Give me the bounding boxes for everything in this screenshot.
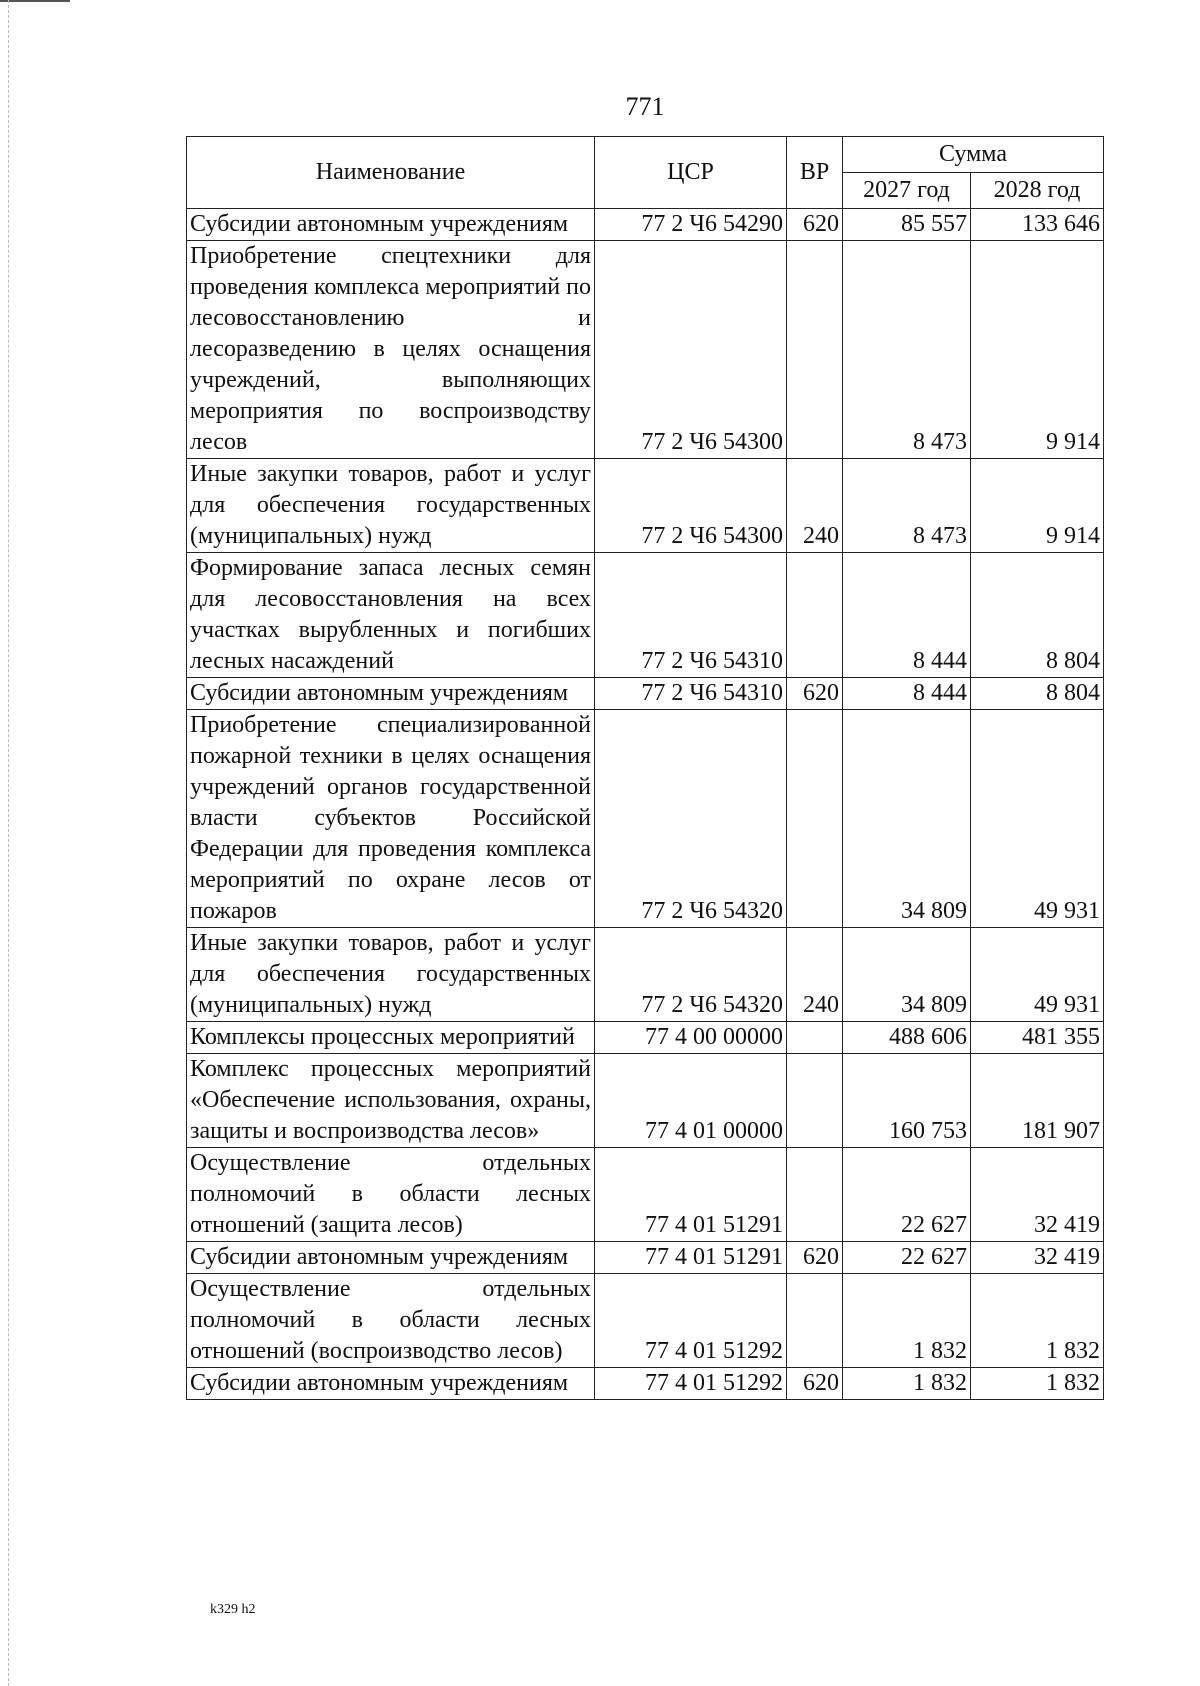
row-csr: 77 2 Ч6 54300 [595, 241, 787, 459]
row-sum-2028: 1 832 [971, 1368, 1104, 1400]
row-sum-2027: 34 809 [843, 928, 971, 1022]
row-vr: 620 [787, 209, 843, 241]
row-csr: 77 2 Ч6 54310 [595, 553, 787, 678]
row-sum-2028: 8 804 [971, 678, 1104, 710]
row-csr: 77 2 Ч6 54320 [595, 928, 787, 1022]
row-sum-2027: 22 627 [843, 1148, 971, 1242]
row-csr: 77 2 Ч6 54310 [595, 678, 787, 710]
row-sum-2027: 34 809 [843, 710, 971, 928]
row-vr: 240 [787, 459, 843, 553]
row-vr [787, 1148, 843, 1242]
row-sum-2028: 49 931 [971, 928, 1104, 1022]
header-csr: ЦСР [595, 137, 787, 209]
row-name: Приобретение специализированной пожарной техники в целях оснащения учреждений органов государственной власти субъектов Российской Федерации для проведения комплекса мероприятий по охране лесов от пожаров [187, 710, 595, 928]
row-vr: 620 [787, 1368, 843, 1400]
scan-mark [0, 0, 70, 2]
row-sum-2028: 1 832 [971, 1274, 1104, 1368]
row-vr [787, 1022, 843, 1054]
table-row [187, 1022, 1104, 1054]
row-name: Формирование запаса лесных семян для лесовосстановления на всех участках вырубленных и погибших лесных насаждений [187, 553, 595, 678]
table-row [187, 553, 1104, 678]
table-body [187, 209, 1104, 1400]
table-row [187, 1368, 1104, 1400]
row-sum-2028: 133 646 [971, 209, 1104, 241]
table-row [187, 459, 1104, 553]
page-number: 771 [625, 92, 665, 121]
row-csr: 77 4 01 51292 [595, 1368, 787, 1400]
row-name: Субсидии автономным учреждениям [187, 209, 595, 241]
header-year-2027: 2027 год [843, 173, 971, 209]
table-row [187, 241, 1104, 459]
row-vr [787, 1054, 843, 1148]
row-name: Приобретение спецтехники для проведения комплекса мероприятий по лесовосстановлению и лесоразведению в целях оснащения учреждений, выполняющих мероприятия по воспроизводству лесов [187, 241, 595, 459]
row-sum-2027: 8 444 [843, 553, 971, 678]
row-sum-2027: 85 557 [843, 209, 971, 241]
row-sum-2028: 9 914 [971, 459, 1104, 553]
row-name: Субсидии автономным учреждениям [187, 1242, 595, 1274]
row-vr [787, 241, 843, 459]
row-sum-2028: 32 419 [971, 1242, 1104, 1274]
row-name: Осуществление отдельных полномочий в области лесных отношений (защита лесов) [187, 1148, 595, 1242]
row-sum-2027: 1 832 [843, 1368, 971, 1400]
budget-table [186, 136, 1104, 1400]
row-name: Комплекс процессных мероприятий «Обеспечение использования, охраны, защиты и воспроизводства лесов» [187, 1054, 595, 1148]
row-sum-2028: 32 419 [971, 1148, 1104, 1242]
row-sum-2027: 488 606 [843, 1022, 971, 1054]
header-vr: ВР [787, 137, 843, 209]
header-sum: Сумма [843, 137, 1104, 173]
header-year-2028: 2028 год [971, 173, 1104, 209]
row-vr [787, 1274, 843, 1368]
row-sum-2027: 1 832 [843, 1274, 971, 1368]
row-csr: 77 2 Ч6 54300 [595, 459, 787, 553]
row-name: Осуществление отдельных полномочий в области лесных отношений (воспроизводство лесов) [187, 1274, 595, 1368]
row-sum-2028: 181 907 [971, 1054, 1104, 1148]
table-row [187, 1242, 1104, 1274]
row-name: Субсидии автономным учреждениям [187, 1368, 595, 1400]
row-vr: 620 [787, 1242, 843, 1274]
row-sum-2028: 481 355 [971, 1022, 1104, 1054]
row-name: Субсидии автономным учреждениям [187, 678, 595, 710]
table-row [187, 209, 1104, 241]
row-name: Иные закупки товаров, работ и услуг для обеспечения государственных (муниципальных) нужд [187, 928, 595, 1022]
table-row [187, 1274, 1104, 1368]
row-csr: 77 4 01 00000 [595, 1054, 787, 1148]
header-name: Наименование [187, 137, 595, 209]
table-row [187, 678, 1104, 710]
table-row [187, 1148, 1104, 1242]
row-csr: 77 4 00 00000 [595, 1022, 787, 1054]
table-row [187, 1054, 1104, 1148]
footer-code: k329 h2 [210, 1602, 256, 1617]
table-row [187, 928, 1104, 1022]
row-vr: 620 [787, 678, 843, 710]
header-row [187, 137, 1104, 173]
row-vr [787, 553, 843, 678]
row-csr: 77 4 01 51292 [595, 1274, 787, 1368]
row-csr: 77 4 01 51291 [595, 1242, 787, 1274]
row-sum-2028: 9 914 [971, 241, 1104, 459]
table-row [187, 710, 1104, 928]
scan-edge [8, 0, 9, 1686]
row-sum-2028: 8 804 [971, 553, 1104, 678]
row-sum-2027: 22 627 [843, 1242, 971, 1274]
row-sum-2027: 160 753 [843, 1054, 971, 1148]
row-vr: 240 [787, 928, 843, 1022]
row-sum-2028: 49 931 [971, 710, 1104, 928]
row-csr: 77 2 Ч6 54290 [595, 209, 787, 241]
row-csr: 77 4 01 51291 [595, 1148, 787, 1242]
row-name: Иные закупки товаров, работ и услуг для обеспечения государственных (муниципальных) нужд [187, 459, 595, 553]
row-sum-2027: 8 473 [843, 241, 971, 459]
row-vr [787, 710, 843, 928]
row-sum-2027: 8 444 [843, 678, 971, 710]
row-csr: 77 2 Ч6 54320 [595, 710, 787, 928]
row-name: Комплексы процессных мероприятий [187, 1022, 595, 1054]
row-sum-2027: 8 473 [843, 459, 971, 553]
